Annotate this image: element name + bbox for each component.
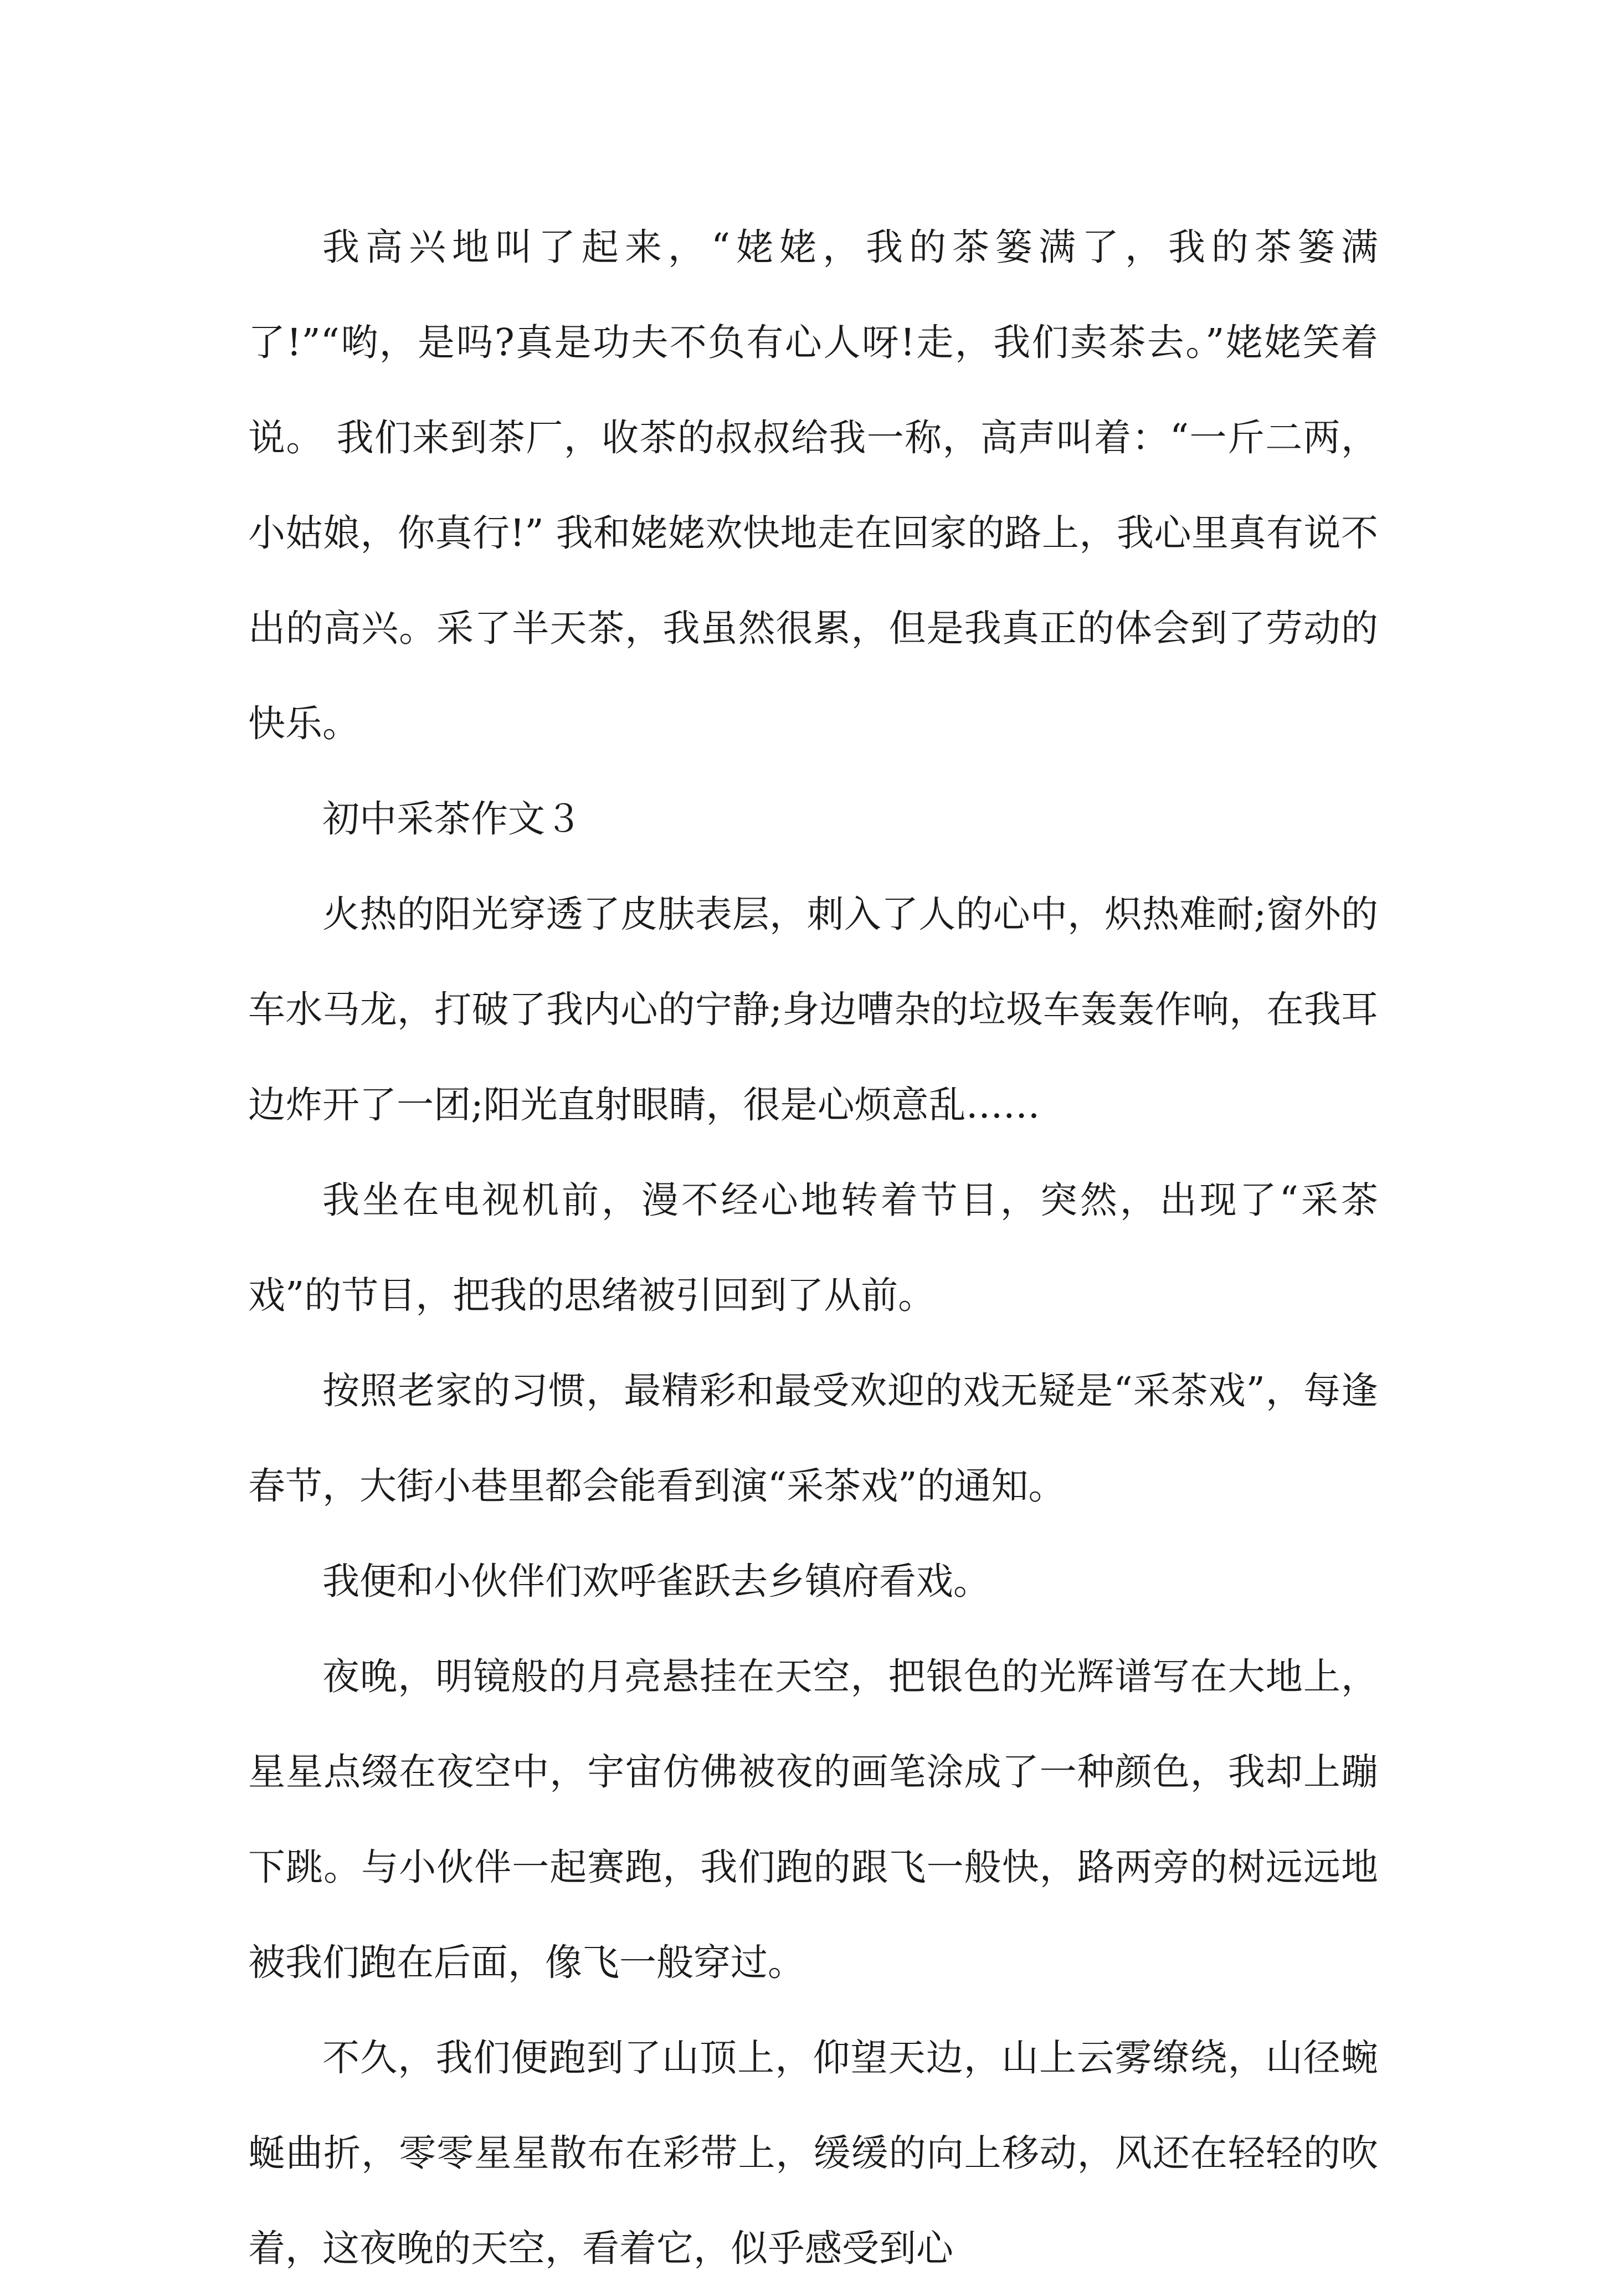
section-heading: 初中采茶作文３ — [322, 797, 582, 840]
paragraph-6: 夜晚，明镜般的月亮悬挂在天空，把银色的光辉谱写在大地上，星星点缀在夜空中，宇宙仿佛被夜的画笔涂成了一种颜色，我却上蹦下跳。与小伙伴一起赛跑，我们跑的跟飞一般快，路两旁的树远远地被我们跑在后面，像飞一般穿过。 — [248, 1655, 1378, 1984]
paragraph-2: 火热的阳光穿透了皮肤表层，刺入了人的心中，炽热难耐;窗外的车水马龙，打破了我内心的宁静;身边嘈杂的垃圾车轰轰作响，在我耳边炸开了一团;阳光直射眼睛，很是心烦意乱…… — [248, 893, 1378, 1126]
paragraph-1: 我高兴地叫了起来，“姥姥，我的茶篓满了，我的茶篓满了!”“哟，是吗?真是功夫不负有心人呀!走，我们卖茶去。”姥姥笑着说。 我们来到茶厂，收茶的叔叔给我一称，高声叫着：“一斤二两，小姑娘，你真行!” 我和姥姥欢快地走在回家的路上，我心里真有说不出的高兴。采了半天茶，我虽然很累，但是我真正的体会到了劳动的快乐。 — [248, 226, 1378, 745]
paragraph-5: 我便和小伙伴们欢呼雀跃去乡镇府看戏。 — [322, 1560, 990, 1603]
paragraph-4: 按照老家的习惯，最精彩和最受欢迎的戏无疑是“采茶戏”，每逢春节，大街小巷里都会能看到演“采茶戏”的通知。 — [248, 1369, 1378, 1508]
document-body — [248, 199, 1378, 2296]
paragraph-3: 我坐在电视机前，漫不经心地转着节目，突然，出现了“采茶戏”的节目，把我的思绪被引回到了从前。 — [248, 1178, 1378, 1317]
paragraph-7: 不久，我们便跑到了山顶上，仰望天边，山上云雾缭绕，山径蜿蜒曲折，零零星星散布在彩带上，缓缓的向上移动，风还在轻轻的吹着，这夜晚的天空，看着它，似乎感受到心 — [248, 2036, 1378, 2270]
